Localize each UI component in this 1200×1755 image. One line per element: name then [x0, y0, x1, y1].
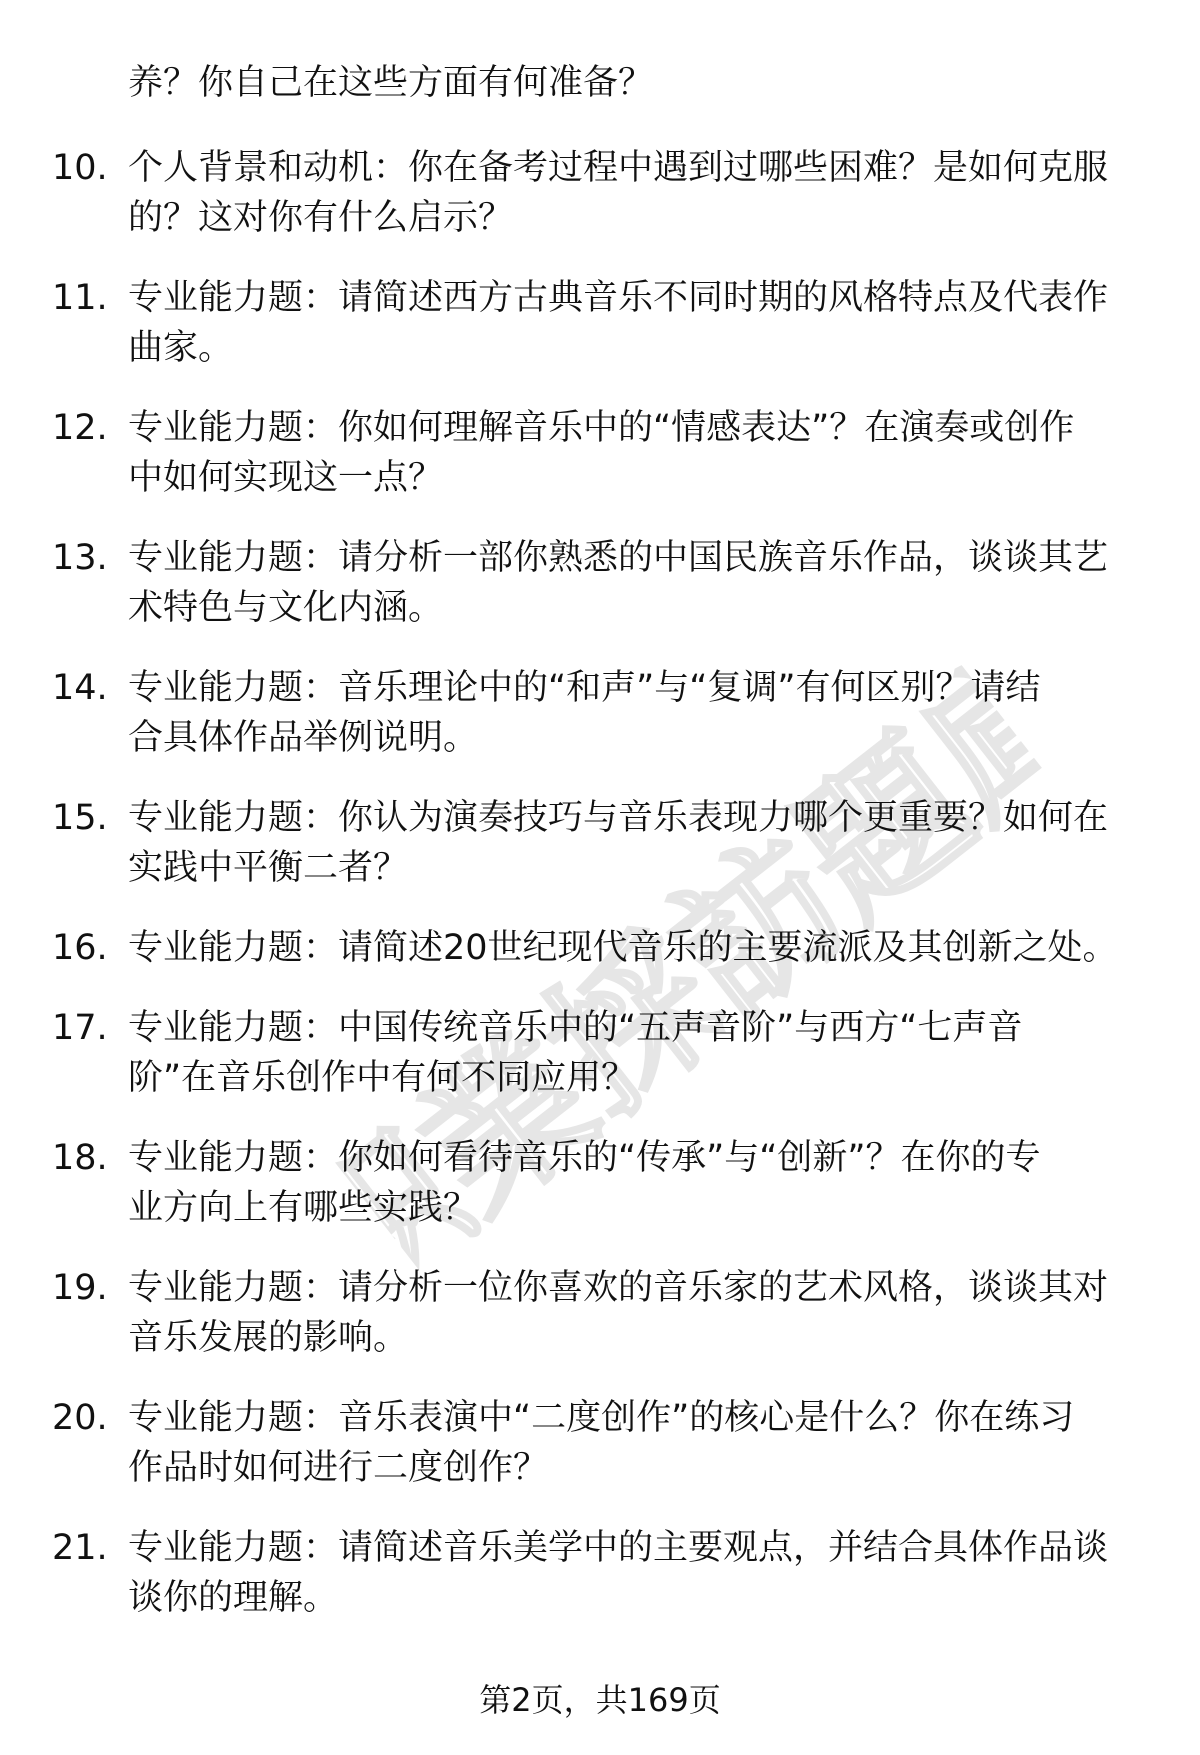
question-list [0, 143, 1200, 1653]
question-number: 15. [52, 798, 108, 838]
page-number: 第2页，共169页 [479, 1681, 721, 1719]
list-item [0, 1393, 1200, 1523]
list-item [0, 1003, 1200, 1133]
question-number: 18. [52, 1138, 108, 1178]
question-text: 专业能力题：你认为演奏技巧与音乐表现力哪个更重要？如何在 实践中平衡二者？ [128, 798, 1109, 888]
list-item [0, 143, 1200, 273]
question-text: 专业能力题：音乐表演中“二度创作”的核心是什么？你在练习 作品时如何进行二度创作？ [128, 1398, 1075, 1488]
question-number: 17. [52, 1008, 108, 1048]
question-text: 专业能力题：请分析一位你喜欢的音乐家的艺术风格，谈谈其对 音乐发展的影响。 [128, 1268, 1109, 1358]
question-text: 专业能力题：请简述西方古典音乐不同时期的风格特点及代表作 曲家。 [128, 278, 1109, 368]
question-text: 专业能力题：请分析一部你熟悉的中国民族音乐作品，谈谈其艺 术特色与文化内涵。 [128, 538, 1109, 628]
question-number: 14. [52, 668, 108, 708]
list-item [0, 533, 1200, 663]
list-item [0, 793, 1200, 923]
list-item [0, 1133, 1200, 1263]
list-item [0, 663, 1200, 793]
question-text: 个人背景和动机：你在备考过程中遇到过哪些困难？是如何克服 的？这对你有什么启示？ [128, 148, 1109, 238]
question-text: 专业能力题：你如何理解音乐中的“情感表达”？在演奏或创作 中如何实现这一点？ [128, 408, 1075, 498]
question-text: 专业能力题：请简述音乐美学中的主要观点，并结合具体作品谈 谈你的理解。 [128, 1528, 1109, 1618]
question-number: 12. [52, 408, 108, 448]
list-item [0, 923, 1200, 1003]
watermark-text: 职業採訪題庫 [310, 639, 1090, 1321]
question-text: 专业能力题：音乐理论中的“和声”与“复调”有何区别？请结 合具体作品举例说明。 [128, 668, 1041, 758]
question-number: 20. [52, 1398, 108, 1438]
question-number: 19. [52, 1268, 108, 1308]
question-number: 10. [52, 148, 108, 188]
question-number: 16. [52, 928, 108, 968]
question-number: 11. [52, 278, 108, 318]
list-item [0, 1523, 1200, 1653]
list-item [0, 1263, 1200, 1393]
question-text: 专业能力题：中国传统音乐中的“五声音阶”与西方“七声音 阶”在音乐创作中有何不同应用？ [128, 1008, 1023, 1098]
question-number: 13. [52, 538, 108, 578]
list-item [0, 273, 1200, 403]
question-text: 专业能力题：你如何看待音乐的“传承”与“创新”？在你的专 业方向上有哪些实践？ [128, 1138, 1041, 1228]
continuation-text: 养？你自己在这些方面有何准备？ [128, 63, 654, 103]
question-number: 21. [52, 1528, 108, 1568]
question-text: 专业能力题：请简述20世纪现代音乐的主要流派及其创新之处。 [128, 928, 1118, 968]
list-item [0, 403, 1200, 533]
